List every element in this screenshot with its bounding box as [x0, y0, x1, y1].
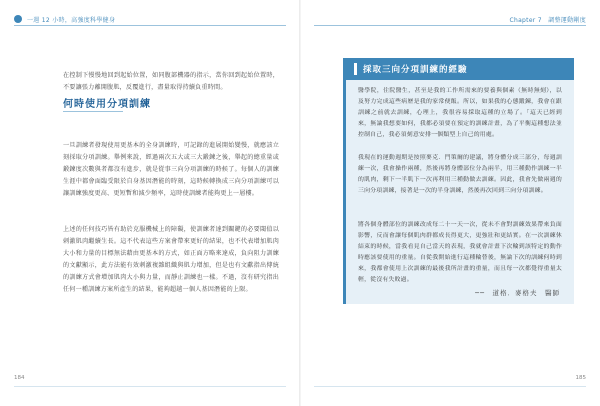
experience-sidebar-box	[343, 58, 574, 304]
right-running-header	[509, 12, 586, 26]
left-running-header	[14, 12, 115, 26]
right-page	[300, 0, 600, 406]
sidebar-header	[346, 58, 574, 80]
right-header-rule	[314, 25, 586, 26]
sidebar-paragraph-1: 醫學院，住院醫生，甚至是我的工作所需來的要養與個素（無時無刻），以及努力完成這些病歷是我的家常便飯。所以，如果我的心態鍛鍊，我會在跟訓練之前就去訓練，心理上，我很容易採取這種的立場了。「這天已經到來，無論我想要如何，我都必須要在預定的訓練計畫，為了平衡這種想法並控制自己，我必須刻意安排一個類型上自己的用處。	[358, 88, 562, 138]
left-header-rule	[14, 25, 286, 26]
sidebar-signature: ── 道格．麥格夫 醫師	[475, 289, 560, 297]
chapter-dot-icon	[14, 15, 22, 23]
section-title-rule	[63, 111, 123, 112]
right-footer-rule	[314, 386, 586, 387]
right-page-number: 185	[575, 375, 586, 381]
right-header-text: Chapter 7 調整運動剛度	[509, 16, 586, 24]
sidebar-title: 採取三向分項訓練的經驗	[363, 65, 468, 75]
section-title: 何時使用分項訓練	[63, 99, 151, 110]
sidebar-mark-icon	[354, 63, 357, 75]
sidebar-paragraph-2: 我現在的運動週期是按照麥克．門策爾的建議，將身體分成三部分，每週訓練一次，我會操作兩種，然後再將身體部位分為兩半，用三種動作訓練一半的肌肉，剩下一半肌下一次再利用三種動做去訓練。因此，我會先做兩週的三向分項訓練，接著是一次的半身訓練，然後再次回到三向分項訓練。	[358, 155, 562, 194]
left-footer-rule	[14, 386, 286, 387]
body-paragraph-2: 上述的任何技巧皆有助於克服機械上的障礙，使訓練者達到關鍵的必要閾值以刺激肌肉繼續生長。這不代表這些方案會帶來更好的結果，也不代表增加肌肉大小和力量的目標無法藉由更基本的方式，如正面方略來達成，負向阻力訓練的文獻顯示，此方法能有效刺激複雜組織與肌力增加，但是也有文獻指出傳統的訓練方式會增加肌肉大小與力量，而靜止訓練也一樣。不過，沒有研究指出任何一種訓練方案所產生的結果，能夠超越一個人基因潛能的上限。	[63, 226, 279, 293]
body-paragraph-1: 一旦訓練者發現使用更基本的全身訓練時，可記錄的進展開始變慢，就應該立刻採取分項訓練。舉例來說，經過兩次五大或三大鍛鍊之後，舉起的總重量或鍛鍊度次數與者都沒有進步，就是從事三向分項訓練的時候了。每個人的訓練生涯中都會面臨受限於自身基因潛能的時刻，這時候轉換成三向分項訓練可以讓訓練強度更高、更短暫和減少頻率，這時使訓練者能夠更上一層樓。	[63, 142, 279, 197]
left-page-number: 184	[14, 375, 25, 381]
left-header-text: 一週 12 小時，高強度科學健身	[27, 16, 116, 24]
intro-paragraph: 在控制下慢慢地回到起始位置，如同腹部機器的指示，當你回到起始位置時，不要讓張力離開腹肌，反覆進行，盡量取得持續負重時間。	[63, 72, 279, 91]
sidebar-paragraph-3: 將各個身體部位的訓練改成每二十一天一次，從未不會對訓練效果帶來負面影響，反而會讓每個肌肉群都成長得更大，更強壯和更結實。在一次訓練休結束的時候，當我看見自己當天的表現，我就會計畫下次輪到該特定的動作時應該要使用的重量。自從我開始進行這種輪替後，無論下次的訓練何時到來，我都會使用上次訓練的最後我所計畫的重量，而且每一次都覺得重量太輕，從沒有失敗過。	[358, 222, 562, 283]
